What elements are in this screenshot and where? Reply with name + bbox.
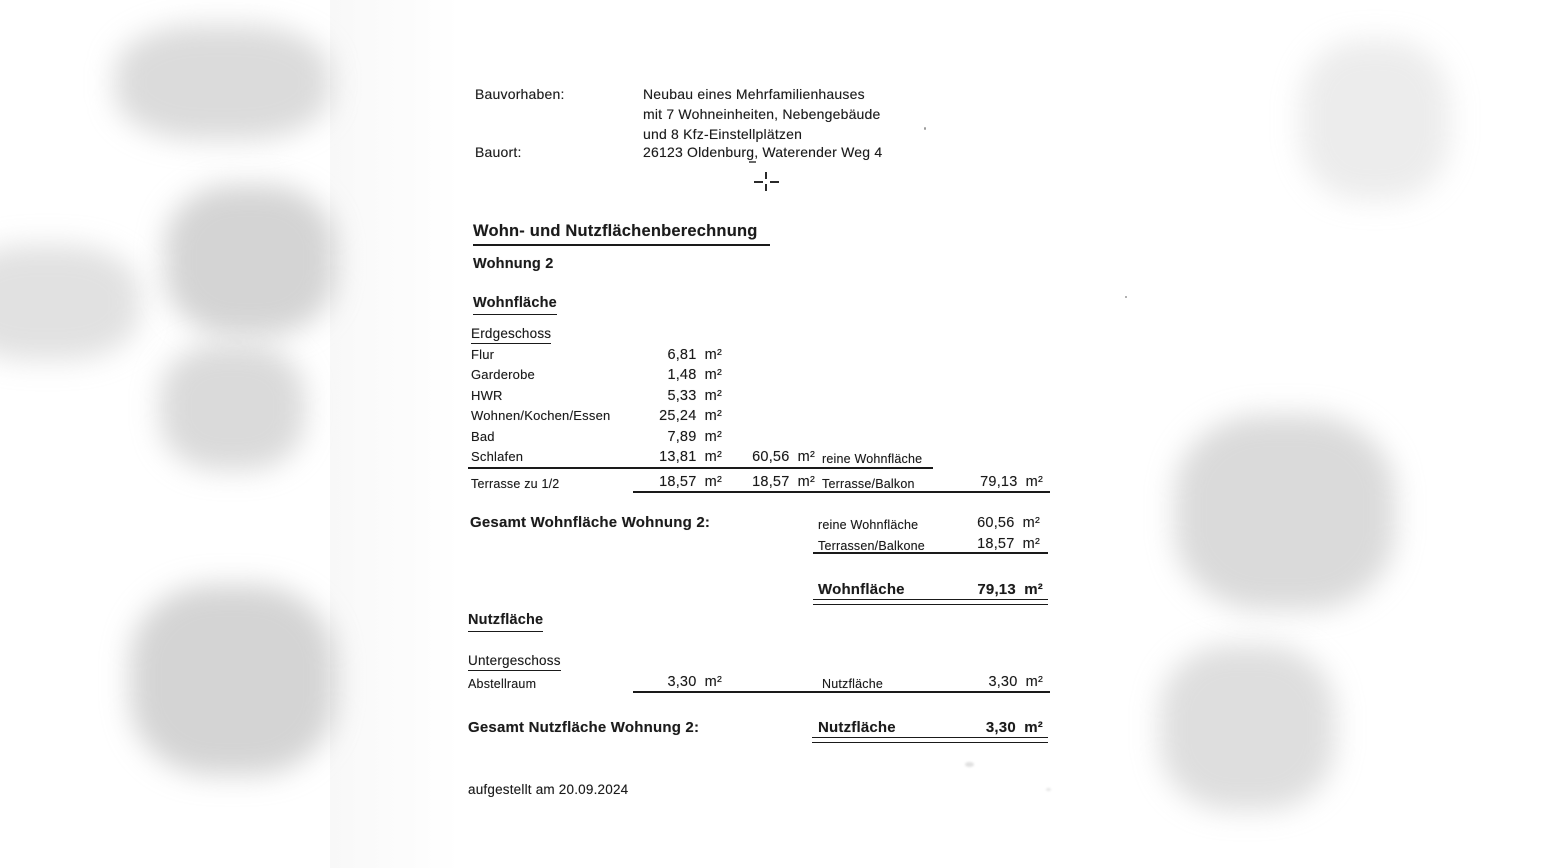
divider-line bbox=[633, 491, 1050, 493]
room-label: Wohnen/Kochen/Essen bbox=[471, 408, 611, 423]
living-area-heading: Wohnfläche bbox=[473, 295, 557, 315]
divider-line bbox=[813, 552, 1048, 554]
scan-smudge bbox=[1175, 415, 1395, 610]
scan-smudge bbox=[1160, 645, 1335, 810]
terrace-carry-value: 18,57 m² bbox=[752, 474, 815, 490]
usable-area-heading: Nutzfläche bbox=[468, 612, 543, 632]
room-area-value: 6,81 m² bbox=[667, 347, 722, 363]
usable-desc: Nutzfläche bbox=[822, 677, 884, 691]
terrace-desc: Terrasse/Balkon bbox=[822, 477, 915, 491]
room-area-value: 1,48 m² bbox=[667, 367, 722, 383]
living-subtotal-value: 60,56 m² bbox=[752, 449, 815, 465]
room-label: HWR bbox=[471, 388, 503, 403]
prepared-date: aufgestellt am 20.09.2024 bbox=[468, 782, 629, 797]
room-area-value: 7,89 m² bbox=[667, 429, 722, 445]
summary-line2-label: Terrassen/Balkone bbox=[818, 539, 925, 553]
scan-smudge bbox=[130, 585, 335, 775]
summary-line1-value: 60,56 m² bbox=[977, 515, 1040, 531]
room-label: Garderobe bbox=[471, 367, 535, 382]
living-summary-label: Gesamt Wohnfläche Wohnung 2: bbox=[470, 514, 711, 531]
scan-edge-shading bbox=[330, 0, 460, 868]
floor-heading-untergeschoss: Untergeschoss bbox=[468, 653, 561, 671]
scan-smudge bbox=[1300, 40, 1450, 200]
project-line-1: Neubau eines Mehrfamilienhauses bbox=[643, 86, 865, 102]
double-underline bbox=[812, 737, 1048, 743]
scan-speck bbox=[924, 127, 926, 130]
summary-line2-value: 18,57 m² bbox=[977, 536, 1040, 552]
terrace-total-value: 79,13 m² bbox=[980, 474, 1043, 490]
summary-line1-label: reine Wohnfläche bbox=[818, 518, 919, 532]
room-label: Abstellraum bbox=[468, 677, 537, 691]
floor-heading-erdgeschoss: Erdgeschoss bbox=[471, 326, 551, 344]
usable-summary-label: Gesamt Nutzfläche Wohnung 2: bbox=[468, 719, 700, 736]
usable-total-value: 3,30 m² bbox=[988, 674, 1043, 690]
double-underline bbox=[813, 599, 1048, 605]
divider-line bbox=[468, 467, 933, 469]
living-total-value: 79,13 m² bbox=[977, 581, 1043, 598]
usable-summary-total-label: Nutzfläche bbox=[818, 719, 896, 736]
apartment-heading: Wohnung 2 bbox=[473, 256, 554, 272]
page-title: Wohn- und Nutzflächenberechnung bbox=[473, 222, 770, 246]
divider-line bbox=[633, 691, 1050, 693]
scan-speck bbox=[1046, 788, 1051, 791]
room-label: Flur bbox=[471, 347, 495, 362]
terrace-label: Terrasse zu 1/2 bbox=[471, 477, 560, 491]
scan-smudge bbox=[115, 25, 330, 140]
terrace-value: 18,57 m² bbox=[659, 474, 722, 490]
project-line-2: mit 7 Wohneinheiten, Nebengebäude bbox=[643, 106, 881, 122]
room-label: Schlafen bbox=[471, 449, 524, 464]
scan-speck bbox=[1125, 296, 1127, 298]
room-area-value: 25,24 m² bbox=[659, 408, 722, 424]
room-area-value: 3,30 m² bbox=[667, 674, 722, 690]
site-label: Bauort: bbox=[475, 144, 522, 160]
scan-smudge bbox=[160, 345, 305, 470]
living-total-label: Wohnfläche bbox=[818, 581, 905, 598]
living-subtotal-label: reine Wohnfläche bbox=[822, 452, 923, 466]
usable-summary-total-value: 3,30 m² bbox=[985, 719, 1043, 736]
room-area-value: 13,81 m² bbox=[659, 449, 722, 465]
scan-smudge bbox=[165, 185, 335, 335]
scan-speck bbox=[965, 762, 974, 767]
room-label: Bad bbox=[471, 429, 495, 444]
site-value: 26123 Oldenburg, Waterender Weg 4 bbox=[643, 144, 883, 160]
project-label: Bauvorhaben: bbox=[475, 86, 565, 102]
room-area-value: 5,33 m² bbox=[667, 388, 722, 404]
scan-smudge bbox=[0, 245, 140, 360]
project-line-3: und 8 Kfz-Einstellplätzen bbox=[643, 126, 803, 142]
